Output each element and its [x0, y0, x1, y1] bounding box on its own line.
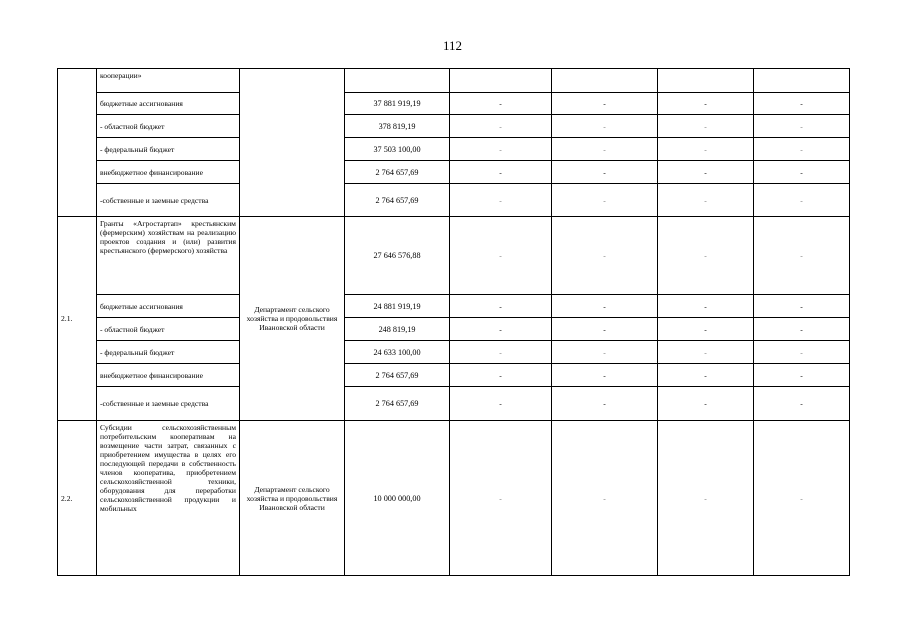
- row-executor-cell: Департамент сельского хозяйства и продовольствия Ивановской области: [240, 421, 345, 576]
- row-year-cell: -: [450, 184, 552, 217]
- row-year-cell: -: [658, 318, 754, 341]
- row-year-cell: -: [450, 93, 552, 115]
- row-year-cell: -: [658, 138, 754, 161]
- row-name-cell: - областной бюджет: [97, 318, 240, 341]
- row-total-cell: 2 764 657,69: [345, 364, 450, 387]
- row-total-cell: 2 764 657,69: [345, 387, 450, 421]
- row-year-cell: -: [754, 421, 850, 576]
- row-total-cell: 248 819,19: [345, 318, 450, 341]
- row-year-cell: -: [754, 295, 850, 318]
- table-row: [58, 115, 850, 138]
- row-year-cell: -: [552, 115, 658, 138]
- row-name-cell: Субсидии сельскохозяйственным потребительским кооперативам на возмещение части затрат, связанных с приобретением имущества в целях его последующей передачи в собственность членов кооператива, приобретением сельскохозяйственной техники, оборудования для переработки сельскохозяйственной продукции и мобильных: [97, 421, 240, 576]
- row-number-cell: [58, 69, 97, 217]
- row-number-cell: 2.2.: [58, 421, 97, 576]
- table-row: [58, 421, 850, 576]
- row-name-cell: - федеральный бюджет: [97, 341, 240, 364]
- row-year-cell: -: [450, 161, 552, 184]
- table-row: [58, 184, 850, 217]
- row-year-cell: -: [658, 93, 754, 115]
- row-name-cell: Гранты «Агростартап» крестьянским (фермерским) хозяйствам на реализацию проектов создания и (или) развития крестьянского (фермерского) хозяйства: [97, 217, 240, 295]
- row-total-cell: 10 000 000,00: [345, 421, 450, 576]
- row-total-cell: 37 881 919,19: [345, 93, 450, 115]
- row-total-cell: 2 764 657,69: [345, 161, 450, 184]
- table-row: [58, 318, 850, 341]
- row-name-cell: внебюджетное финансирование: [97, 364, 240, 387]
- row-year-cell: -: [754, 318, 850, 341]
- row-executor-cell: [240, 69, 345, 217]
- row-total-cell: 24 633 100,00: [345, 341, 450, 364]
- row-year-cell: -: [754, 93, 850, 115]
- row-year-cell: -: [450, 318, 552, 341]
- row-year-cell: -: [552, 364, 658, 387]
- row-name-cell: внебюджетное финансирование: [97, 161, 240, 184]
- row-year-cell: -: [450, 295, 552, 318]
- row-year-cell: -: [450, 421, 552, 576]
- row-year-cell: -: [552, 318, 658, 341]
- row-year-cell: -: [754, 184, 850, 217]
- table-row: [58, 364, 850, 387]
- row-year-cell: -: [658, 161, 754, 184]
- row-total-cell: 378 819,19: [345, 115, 450, 138]
- row-name-cell: бюджетные ассигнования: [97, 93, 240, 115]
- row-year-cell: -: [552, 217, 658, 295]
- table-row: [58, 387, 850, 421]
- row-year-cell: -: [450, 217, 552, 295]
- row-year-cell: -: [754, 115, 850, 138]
- row-year-cell: -: [754, 364, 850, 387]
- row-year-cell: -: [552, 295, 658, 318]
- page-number: 112: [442, 38, 463, 53]
- table-row: [58, 69, 850, 93]
- row-year-cell: -: [552, 184, 658, 217]
- row-year-cell: [450, 69, 552, 93]
- row-name-cell: -собственные и заемные средства: [97, 184, 240, 217]
- row-total-cell: 2 764 657,69: [345, 184, 450, 217]
- row-year-cell: -: [658, 295, 754, 318]
- row-year-cell: -: [754, 161, 850, 184]
- row-name-cell: кооперации»: [97, 69, 240, 93]
- table-row: [58, 138, 850, 161]
- row-name-cell: - областной бюджет: [97, 115, 240, 138]
- row-year-cell: -: [552, 387, 658, 421]
- row-year-cell: -: [754, 387, 850, 421]
- budget-table: [57, 68, 850, 576]
- row-name-cell: -собственные и заемные средства: [97, 387, 240, 421]
- row-year-cell: -: [754, 138, 850, 161]
- row-year-cell: -: [658, 217, 754, 295]
- row-year-cell: -: [754, 217, 850, 295]
- row-year-cell: -: [552, 341, 658, 364]
- row-year-cell: -: [658, 184, 754, 217]
- row-year-cell: -: [552, 93, 658, 115]
- row-year-cell: -: [658, 421, 754, 576]
- row-year-cell: -: [658, 364, 754, 387]
- row-year-cell: -: [754, 341, 850, 364]
- row-name-cell: бюджетные ассигнования: [97, 295, 240, 318]
- row-name-cell: - федеральный бюджет: [97, 138, 240, 161]
- table-row: [58, 217, 850, 295]
- row-year-cell: -: [658, 115, 754, 138]
- row-year-cell: -: [450, 341, 552, 364]
- row-year-cell: -: [450, 115, 552, 138]
- row-year-cell: -: [450, 138, 552, 161]
- row-year-cell: [552, 69, 658, 93]
- row-year-cell: [754, 69, 850, 93]
- row-year-cell: -: [658, 387, 754, 421]
- table-row: [58, 341, 850, 364]
- table-row: [58, 93, 850, 115]
- table-row: [58, 161, 850, 184]
- row-total-cell: 27 646 576,88: [345, 217, 450, 295]
- row-year-cell: -: [552, 161, 658, 184]
- row-year-cell: -: [552, 138, 658, 161]
- row-year-cell: [658, 69, 754, 93]
- row-year-cell: -: [450, 364, 552, 387]
- row-total-cell: [345, 69, 450, 93]
- row-year-cell: -: [658, 341, 754, 364]
- row-total-cell: 24 881 919,19: [345, 295, 450, 318]
- row-year-cell: -: [552, 421, 658, 576]
- row-number-cell: 2.1.: [58, 217, 97, 421]
- row-year-cell: -: [450, 387, 552, 421]
- row-total-cell: 37 503 100,00: [345, 138, 450, 161]
- row-executor-cell: Департамент сельского хозяйства и продовольствия Ивановской области: [240, 217, 345, 421]
- table-row: [58, 295, 850, 318]
